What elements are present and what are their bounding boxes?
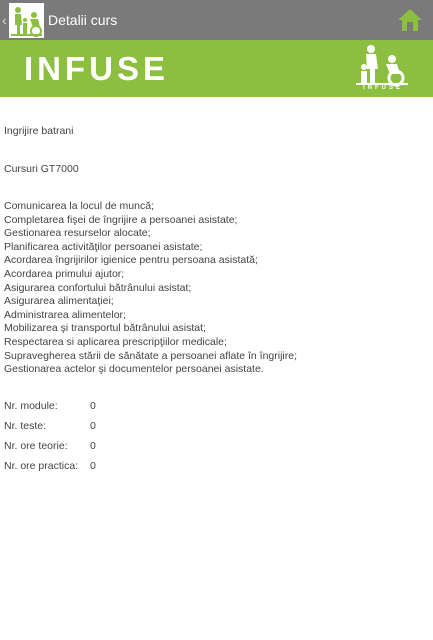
list-item: Comunicarea la locul de muncă; [4, 200, 154, 212]
action-bar [0, 0, 433, 40]
list-item: Mobilizarea şi transportul bătrânului asistat; [4, 322, 206, 335]
list-item: Completarea fişei de îngrijire a persoanei asistate; [4, 213, 238, 226]
stat-label: Nr. ore practica: [4, 460, 79, 472]
stat-row-practice-hours [4, 460, 204, 480]
brand-banner [0, 40, 433, 97]
stat-label: Nr. module: [4, 400, 58, 412]
screen-title: Detalii curs [48, 12, 118, 28]
list-item: Acordarea îngrijirilor igienice pentru persoana asistată; [4, 254, 258, 267]
stat-value: 0 [90, 420, 96, 432]
back-button[interactable] [0, 0, 46, 40]
chevron-left-icon: ‹ [2, 12, 7, 28]
list-item: Planificarea activităţilor persoanei asistate; [4, 240, 203, 253]
list-item: Gestionarea resurselor alocate; [4, 227, 151, 240]
stat-value: 0 [90, 400, 96, 412]
banner-title: INFUSE [24, 50, 170, 87]
course-code: Cursuri GT7000 [4, 163, 79, 175]
list-item: Asigurarea alimentaţiei; [4, 295, 114, 308]
list-item: Respectarea si aplicarea prescripţiilor medicale; [4, 335, 227, 348]
list-item: Administrarea alimentelor; [4, 308, 126, 321]
home-icon [397, 7, 423, 33]
stat-row-modules [4, 400, 204, 420]
stat-row-tests [4, 420, 204, 440]
course-name: Ingrijire batrani [4, 125, 74, 137]
list-item: Acordarea primului ajutor; [4, 267, 125, 280]
skills-list [4, 200, 429, 377]
stat-label: Nr. ore teorie: [4, 440, 68, 452]
stat-value: 0 [90, 440, 96, 452]
stat-label: Nr. teste: [4, 420, 47, 432]
app-logo [9, 3, 44, 38]
logo-caption: INFUSE [362, 85, 403, 91]
course-stats [4, 400, 204, 480]
stat-value: 0 [90, 460, 96, 472]
list-item: Gestionarea actelor şi documentelor persoanei asistate. [4, 363, 264, 376]
list-item: Asigurarea confortului bătrânului asistat; [4, 281, 192, 294]
list-item: Supravegherea stării de sănătate a persoanei aflate în îngrijire; [4, 349, 298, 362]
home-button[interactable] [397, 7, 423, 33]
stat-row-theory-hours [4, 440, 204, 460]
